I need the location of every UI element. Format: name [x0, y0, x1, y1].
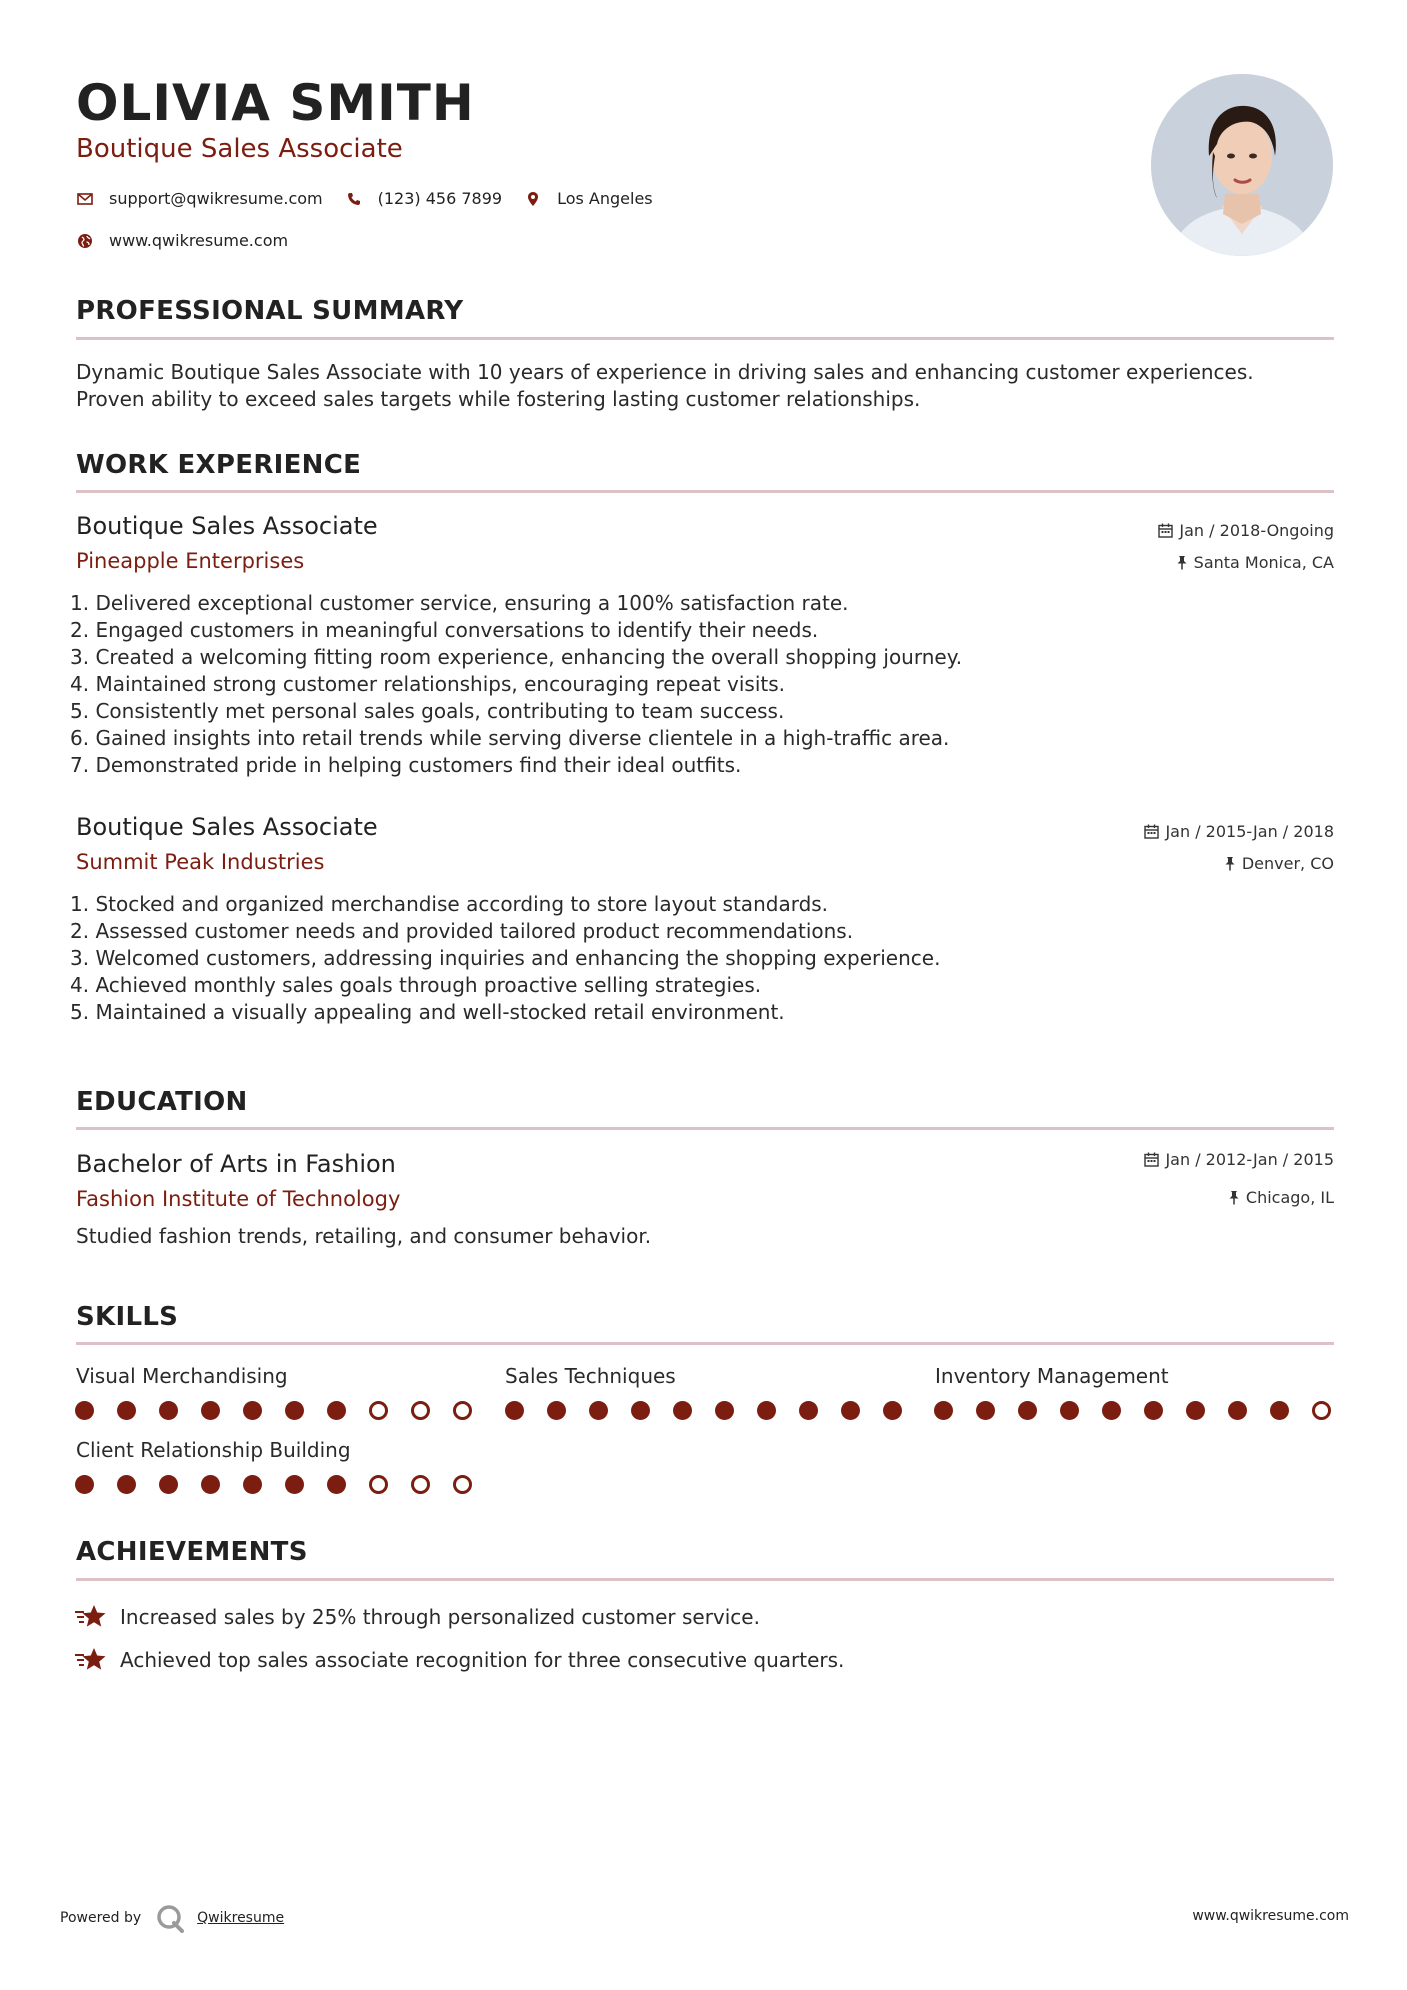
skill-dot-filled	[673, 1401, 692, 1420]
email-text: support@qwikresume.com	[109, 189, 323, 208]
skill-dot-filled	[75, 1401, 94, 1420]
summary-heading: PROFESSIONAL SUMMARY	[76, 296, 464, 326]
powered-by-text: Powered by	[60, 1910, 142, 1926]
achievement-text: Achieved top sales associate recognition for three consecutive quarters.	[120, 1648, 845, 1672]
skill-dot-filled	[1186, 1401, 1205, 1420]
location-text: Los Angeles	[557, 189, 653, 208]
qwikresume-logo-icon	[155, 1903, 185, 1933]
summary-divider	[76, 337, 1334, 340]
job-dates	[1144, 822, 1334, 841]
skill-dot-filled	[505, 1401, 524, 1420]
phone-text: (123) 456 7899	[377, 189, 503, 208]
phone-icon	[345, 190, 363, 208]
skill-dot-filled	[1060, 1401, 1079, 1420]
contact-website[interactable]	[76, 231, 288, 250]
skill-dot-filled	[799, 1401, 818, 1420]
skill-dot-filled	[934, 1401, 953, 1420]
skill-dot-empty	[453, 1475, 472, 1494]
skill-dot-empty	[1312, 1401, 1331, 1420]
skill-dot-filled	[1018, 1401, 1037, 1420]
skill-dot-filled	[117, 1401, 136, 1420]
skill-rating	[934, 1401, 1331, 1420]
skill-dot-empty	[369, 1401, 388, 1420]
skill-dot-filled	[1270, 1401, 1289, 1420]
skill-dot-empty	[411, 1401, 430, 1420]
job-company: Pineapple Enterprises	[76, 549, 305, 573]
job-bullets	[70, 891, 1270, 1026]
job-company: Summit Peak Industries	[76, 850, 325, 874]
skill-dot-filled	[1228, 1401, 1247, 1420]
pushpin-icon	[1224, 856, 1236, 871]
list-item: 7. Demonstrated pride in helping customers find their ideal outfits.	[70, 753, 742, 777]
skill-label: Sales Techniques	[505, 1364, 676, 1388]
skill-dot-empty	[411, 1475, 430, 1494]
skill-dot-filled	[327, 1475, 346, 1494]
achievement-item	[74, 1646, 844, 1674]
footer-website[interactable]: www.qwikresume.com	[1192, 1908, 1349, 1924]
list-item: 5. Maintained a visually appealing and well-stocked retail environment.	[70, 1000, 785, 1024]
profile-photo	[1151, 74, 1333, 256]
job-title: Boutique Sales Associate	[76, 813, 378, 841]
skill-rating	[505, 1401, 902, 1420]
skill-dot-filled	[631, 1401, 650, 1420]
envelope-icon	[76, 190, 94, 208]
job-location	[1224, 854, 1334, 873]
achievements-heading: ACHIEVEMENTS	[76, 1537, 308, 1567]
job-bullets	[70, 590, 1270, 779]
summary-line: Dynamic Boutique Sales Associate with 10 years of experience in driving sales and enhancing customer experiences.	[76, 360, 1254, 384]
list-item: 1. Stocked and organized merchandise according to store layout standards.	[70, 892, 829, 916]
job-dates-text: Jan / 2015-Jan / 2018	[1165, 822, 1334, 841]
skill-dot-empty	[369, 1475, 388, 1494]
pushpin-icon	[1228, 1190, 1240, 1205]
list-item: 2. Assessed customer needs and provided tailored product recommendations.	[70, 919, 854, 943]
star-award-icon	[74, 1646, 108, 1674]
job-location-text: Santa Monica, CA	[1193, 553, 1334, 572]
calendar-icon	[1144, 1152, 1159, 1167]
summary-text	[76, 359, 1336, 413]
skill-dot-filled	[327, 1401, 346, 1420]
contact-phone[interactable]	[345, 189, 502, 208]
skill-dot-filled	[285, 1401, 304, 1420]
job-dates-text: Jan / 2018-Ongoing	[1179, 521, 1334, 540]
education-heading: EDUCATION	[76, 1087, 248, 1117]
list-item: 3. Created a welcoming fitting room experience, enhancing the overall shopping journey.	[70, 645, 963, 669]
job-title: Boutique Sales Associate	[76, 512, 378, 540]
achievements-divider	[76, 1578, 1334, 1581]
skill-dot-filled	[1102, 1401, 1121, 1420]
pushpin-icon	[1176, 555, 1188, 570]
list-item: 6. Gained insights into retail trends while serving diverse clientele in a high-traffic area.	[70, 726, 950, 750]
calendar-icon	[1144, 824, 1159, 839]
website-text: www.qwikresume.com	[109, 231, 289, 250]
summary-line: Proven ability to exceed sales targets while fostering lasting customer relationships.	[76, 387, 921, 411]
skill-dot-filled	[75, 1475, 94, 1494]
skill-dot-filled	[243, 1475, 262, 1494]
globe-icon	[76, 232, 94, 250]
job-location	[1176, 553, 1334, 572]
skill-rating	[75, 1401, 472, 1420]
skill-label: Inventory Management	[935, 1364, 1169, 1388]
contact-row-primary	[76, 189, 675, 208]
education-dates	[1144, 1150, 1334, 1169]
education-description: Studied fashion trends, retailing, and consumer behavior.	[76, 1224, 652, 1248]
skill-label: Visual Merchandising	[76, 1364, 288, 1388]
list-item: 2. Engaged customers in meaningful conversations to identify their needs.	[70, 618, 819, 642]
map-pin-icon	[524, 190, 542, 208]
skill-dot-filled	[117, 1475, 136, 1494]
skill-dot-filled	[159, 1475, 178, 1494]
candidate-title: Boutique Sales Associate	[76, 134, 403, 164]
star-award-icon	[74, 1603, 108, 1631]
skill-dot-filled	[1144, 1401, 1163, 1420]
contact-location	[524, 189, 653, 208]
skill-dot-filled	[715, 1401, 734, 1420]
experience-divider	[76, 490, 1334, 493]
skill-dot-filled	[757, 1401, 776, 1420]
skill-dot-filled	[243, 1401, 262, 1420]
achievement-text: Increased sales by 25% through personalized customer service.	[120, 1605, 760, 1629]
degree-title: Bachelor of Arts in Fashion	[76, 1150, 396, 1178]
list-item: 4. Achieved monthly sales goals through proactive selling strategies.	[70, 973, 762, 997]
job-location-text: Denver, CO	[1241, 854, 1334, 873]
skill-dot-filled	[159, 1401, 178, 1420]
contact-row-secondary	[76, 231, 310, 250]
calendar-icon	[1158, 523, 1173, 538]
education-dates-text: Jan / 2012-Jan / 2015	[1165, 1150, 1334, 1169]
skill-dot-filled	[201, 1475, 220, 1494]
skill-dot-empty	[453, 1401, 472, 1420]
skills-heading: SKILLS	[76, 1302, 179, 1332]
skill-rating	[75, 1475, 472, 1494]
list-item: 4. Maintained strong customer relationships, encouraging repeat visits.	[70, 672, 785, 696]
school-name: Fashion Institute of Technology	[76, 1187, 401, 1211]
list-item: 1. Delivered exceptional customer service, ensuring a 100% satisfaction rate.	[70, 591, 849, 615]
skill-dot-filled	[547, 1401, 566, 1420]
qwikresume-link[interactable]: Qwikresume	[197, 1910, 285, 1926]
experience-heading: WORK EXPERIENCE	[76, 450, 362, 480]
achievement-item	[74, 1603, 760, 1631]
list-item: 3. Welcomed customers, addressing inquiries and enhancing the shopping experience.	[70, 946, 941, 970]
education-divider	[76, 1127, 1334, 1130]
footer-powered-by	[60, 1903, 284, 1933]
skill-dot-filled	[201, 1401, 220, 1420]
skill-dot-filled	[589, 1401, 608, 1420]
skill-dot-filled	[883, 1401, 902, 1420]
contact-email[interactable]	[76, 189, 323, 208]
list-item: 5. Consistently met personal sales goals, contributing to team success.	[70, 699, 785, 723]
skill-dot-filled	[841, 1401, 860, 1420]
job-dates	[1158, 521, 1334, 540]
skills-divider	[76, 1342, 1334, 1345]
education-location	[1228, 1188, 1334, 1207]
skill-label: Client Relationship Building	[76, 1438, 351, 1462]
education-location-text: Chicago, IL	[1245, 1188, 1334, 1207]
skill-dot-filled	[285, 1475, 304, 1494]
skill-dot-filled	[976, 1401, 995, 1420]
candidate-name: OLIVIA SMITH	[76, 74, 475, 132]
